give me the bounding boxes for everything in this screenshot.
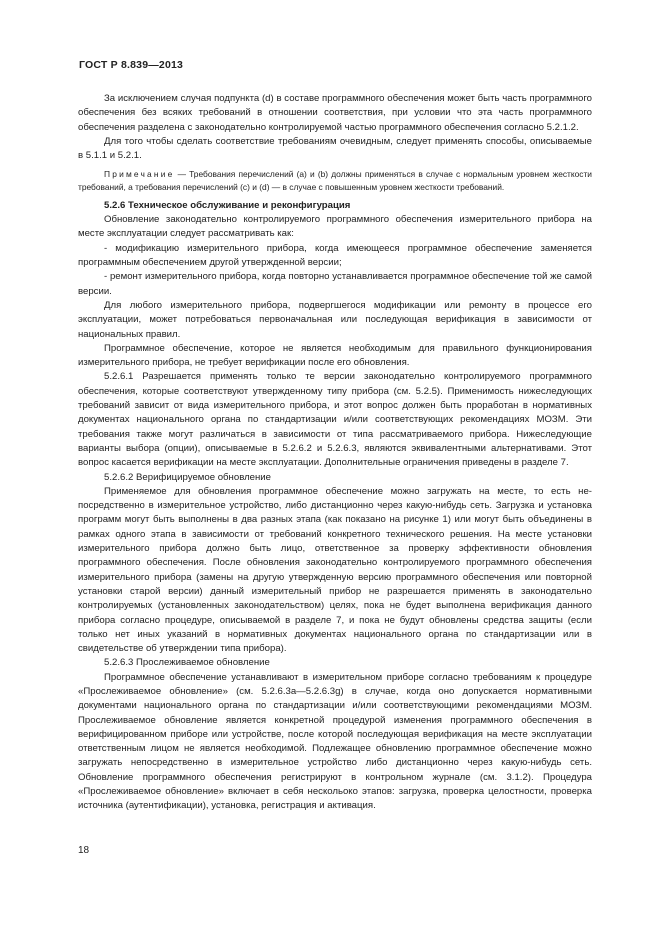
note-text: — Требования перечислений (a) и (b) должны применяться в случае с нормальным уровнем жесткости требований, а требования перечислений (c) и (d) — в случае с повышенным уровнем жесткости требований. xyxy=(78,169,592,192)
list-item-repair: - ремонт измерительного прибора, когда повторно устанавливается программное обеспечение той же самой версии. xyxy=(78,271,592,297)
paragraph-non-essential-software: Программное обеспечение, которое не является необходимым для правильного функционирования измерительного прибора, не требует верификации после его обновления. xyxy=(78,342,592,369)
section-heading-5-2-6: 5.2.6 Техническое обслуживание и реконфигурация xyxy=(104,199,351,211)
paragraph-verification: Для любого измерительного прибора, подвергшегося модификации или ремонту в процессе его эксплуатации, может потребоваться первоначальная или последующая верификация в зависимости от национальных правил. xyxy=(78,299,592,340)
paragraph-compliance-methods: Для того чтобы сделать соответствие требованиям очевидным, следует применять способы, описываемые в 5.1.1 и 5.2.1. xyxy=(78,135,592,162)
list-item-modification: - модификацию измерительного прибора, когда имеющееся программное обеспечение заменяется программным обеспечением другой утвержденной версии; xyxy=(78,242,592,269)
page-number: 18 xyxy=(78,845,90,856)
paragraph-5-2-6-1: 5.2.6.1 Разрешается применять только те версии законодательно контролируемого программного обеспечения, которые соответствуют утвержденному типу прибора (см. 5.2.5). Применимость нижеследующих требований зависит от вида измерительного прибора, и этот вопрос должен быть проработан в нормативных документах национального органа по стандартизации и/или соответствующих рекомендациях МОЗМ. Эти требования также могут различаться в зависимости от типа рассматриваемого прибора. Нижеследующие варианты выбора (опции), описываемые в 5.2.6.2 и 5.2.6.3, являются эквивалентными альтернативами. Этот вопрос касается верификации на месте эксплуатации. Дополнительные ограничения приведены в разделе 7. xyxy=(78,371,592,469)
subheading-5-2-6-3: 5.2.6.3 Прослеживаемое обновление xyxy=(104,657,270,669)
paragraph-traceable-update: Программное обеспечение устанавливают в измерительном приборе согласно требованиям к процедуре «Прослеживаемое обновление» (см. 5.2.6.3а—5.2.6.3g) в случае, когда оно допускается нормативными документами национального органа по стандартизации и/или соответствующими рекомендациями МОЗМ. Прослеживаемое обновление является конкретной процедурой изменения программного обеспечения в верифицированном приборе или устройстве, после которой последующая верификация на месте эксплуатации ответственным лицом не является необходимой. Подлежащее обновлению программное обеспечение можно загружать непосредственно в измерительное устройство либо дистанционно через какую-нибудь сеть. Обновление программного обеспечения регистрируют в контрольном журнале (см. 3.1.2). Процедура «Прослеживаемое обновление» включает в себя нескольоко этапов: загрузка, проверка целостности, проверка источника (аутентификации), установка, регистрация и активация. xyxy=(78,671,592,812)
note-label: Примечание xyxy=(104,169,175,180)
paragraph-verified-update: Применяемое для обновления программное обеспечение можно загружать на месте, то есть непосредственно в измерительное устройство, либо дистанционно через какую-нибудь сеть. Загрузка и установка программ могут быть выполнены в два разных этапа (как показано на рисунке 1) или могут быть объединены в рамках одного этапа в зависимости от требований конкретного технического решения. На месте установки измерительного прибора должно быть лицо, ответственное за проверку эффективности обновления программного обеспечения. После обновления законодательно контролируемого программного обеспечения измерительного прибора (замены на другую утвержденную версию программного обеспечения или повторной установки старой версии) данный измерительный прибор не разрешается применять в законодательно контролируемых (установленных законодательством) целях, пока не будет выполнена верификация данного прибора согласно процедуре, описываемой в разделе 7, и пока не будут обновлены средства защиты (если только нет иных указаний в нормативных документах национального органа по стандартизации или в свидетельстве об утверждении типа прибора). xyxy=(78,485,592,655)
subheading-5-2-6-2: 5.2.6.2 Верифицируемое обновление xyxy=(104,471,271,483)
document-body xyxy=(78,92,592,814)
note xyxy=(78,168,592,192)
paragraph-update-intro: Обновление законодательно контролируемого программного обеспечения измерительного прибора на месте эксплуатации следует рассматривать как: xyxy=(78,214,592,240)
paragraph-software-exception: За исключением случая подпункта (d) в составе программного обеспечения может быть часть программного обеспечения без всяких требований в отношении соответствия, при условии что эта часть программного обеспечения разделена с законодательно контролируемой частью программного обеспечения согласно 5.2.1.2. xyxy=(78,93,592,133)
document-header: ГОСТ Р 8.839—2013 xyxy=(79,59,184,71)
